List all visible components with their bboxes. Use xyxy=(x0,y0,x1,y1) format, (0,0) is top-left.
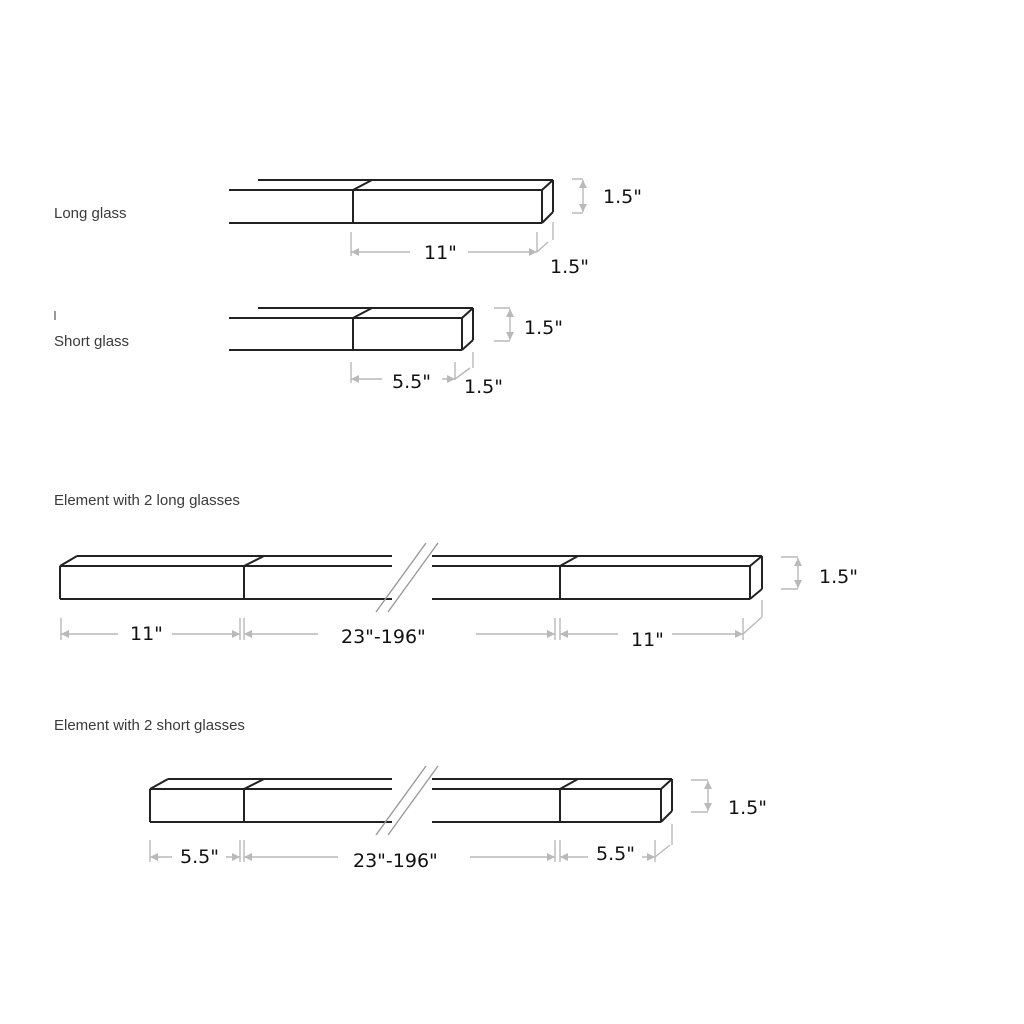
long-glass-height-dimension xyxy=(572,179,642,213)
short-glass-length-dimension xyxy=(351,362,455,393)
element-short-height-label: 1.5" xyxy=(728,797,767,819)
element-short-section xyxy=(54,717,767,872)
short-glass-bar xyxy=(229,308,473,350)
short-glass-section xyxy=(54,308,563,398)
short-glass-length-label: 5.5" xyxy=(392,371,431,393)
long-glass-section xyxy=(54,179,642,278)
element-long-section xyxy=(54,492,858,651)
element-long-left-label: 11" xyxy=(130,623,163,645)
element-long-right-label: 11" xyxy=(631,629,664,651)
long-glass-depth-label: 1.5" xyxy=(550,256,589,278)
element-long-height-dimension xyxy=(781,557,858,589)
short-glass-height-label: 1.5" xyxy=(524,317,563,339)
long-glass-length-dimension xyxy=(351,232,537,264)
element-short-right-label: 5.5" xyxy=(596,843,635,865)
long-glass-length-label: 11" xyxy=(424,242,457,264)
long-glass-height-label: 1.5" xyxy=(603,186,642,208)
element-short-middle-label: 23"-196" xyxy=(353,850,438,872)
short-glass-title: Short glass xyxy=(54,333,130,350)
element-short-title: Element with 2 short glasses xyxy=(54,717,245,734)
long-glass-depth-dimension xyxy=(537,222,589,278)
element-short-left-label: 5.5" xyxy=(180,846,219,868)
element-long-title: Element with 2 long glasses xyxy=(54,492,240,509)
short-glass-height-dimension xyxy=(494,308,563,341)
long-glass-title: Long glass xyxy=(54,205,127,222)
element-long-height-label: 1.5" xyxy=(819,566,858,588)
short-glass-depth-dimension xyxy=(455,352,503,398)
long-glass-bar xyxy=(229,180,553,223)
element-long-middle-label: 23"-196" xyxy=(341,626,426,648)
short-glass-depth-label: 1.5" xyxy=(464,376,503,398)
element-short-height-dimension xyxy=(691,780,767,819)
